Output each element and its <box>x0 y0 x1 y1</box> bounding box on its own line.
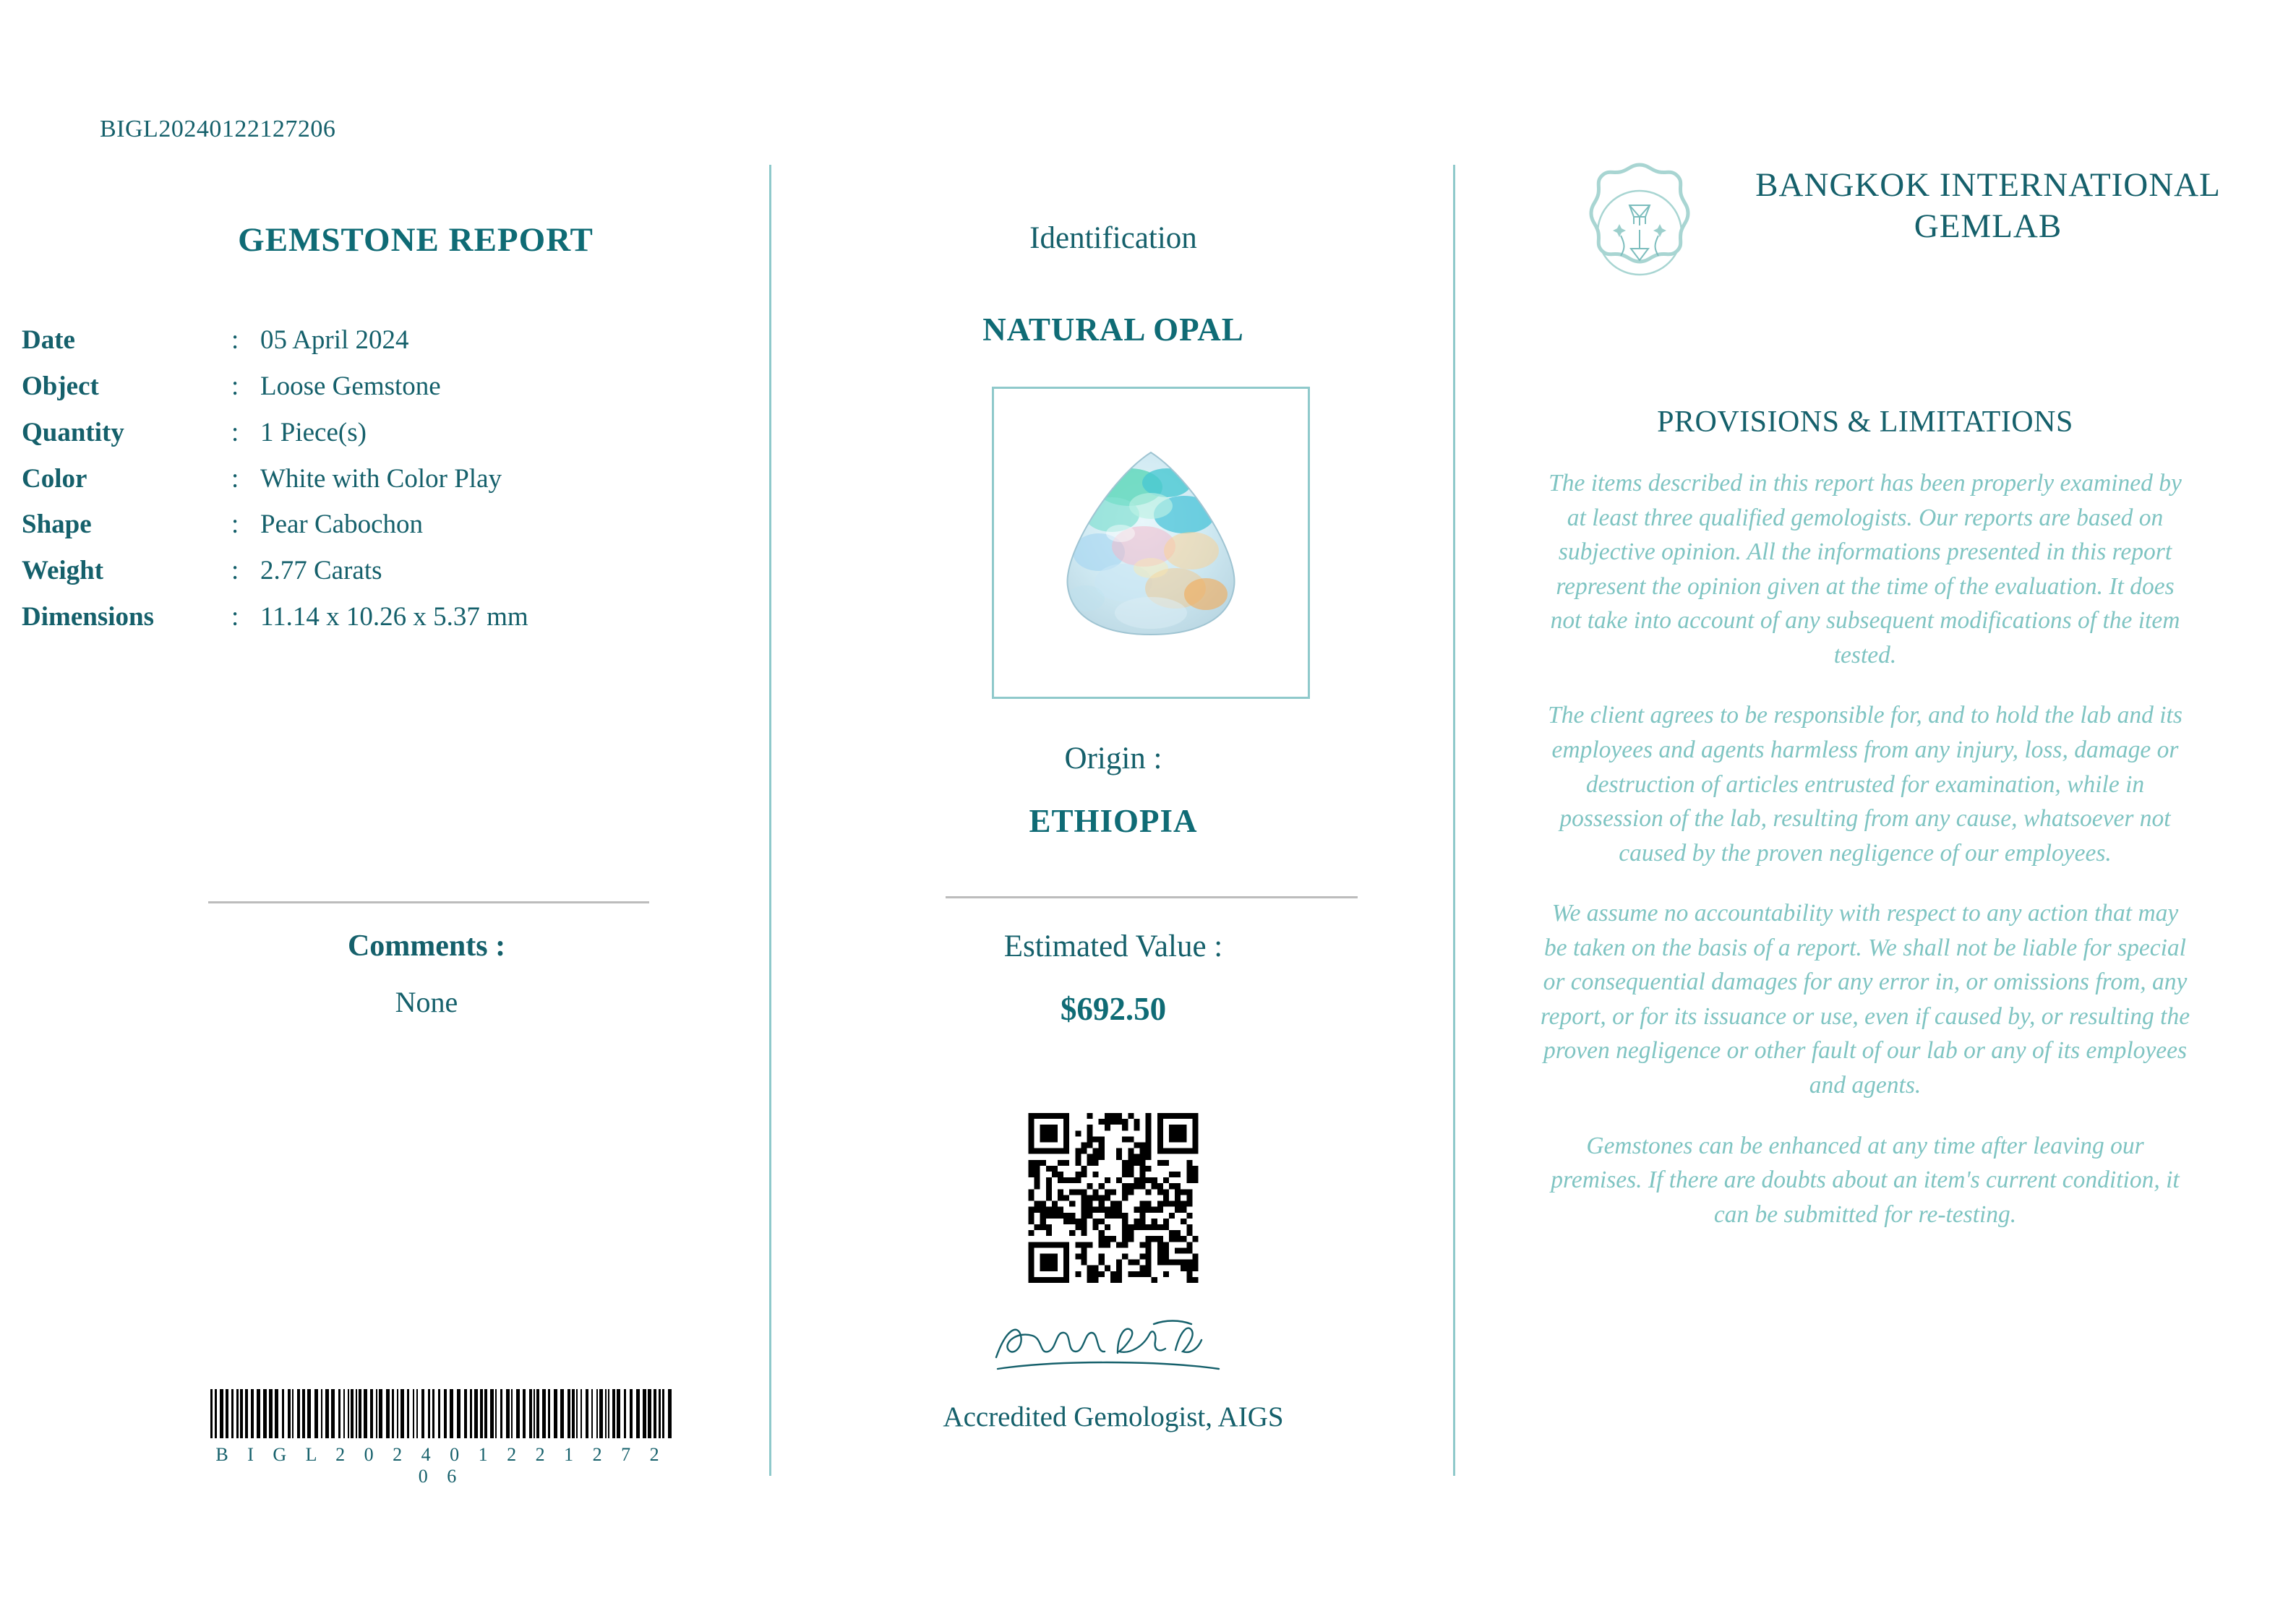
specification-table <box>22 327 658 650</box>
bangkok-gemlab-logo <box>1567 160 1712 305</box>
spec-colon: : <box>231 463 239 494</box>
column-divider-left <box>769 165 771 1476</box>
spec-row <box>22 327 658 373</box>
origin-value: ETHIOPIA <box>1029 803 1198 839</box>
opal-cabochon-photo <box>1042 445 1259 640</box>
spec-label: Color <box>22 463 87 494</box>
left-column <box>80 0 752 1624</box>
barcode-bar <box>668 1389 672 1438</box>
origin-label: Origin : <box>1064 742 1162 776</box>
spec-value: White with Color Play <box>260 463 502 494</box>
spec-label: Shape <box>22 510 92 540</box>
spec-value: Pear Cabochon <box>260 510 424 540</box>
estimated-value-label: Estimated Value : <box>1003 929 1223 963</box>
spec-row <box>22 373 658 419</box>
spec-row <box>22 419 658 465</box>
barcode-bars <box>210 1389 672 1438</box>
gemologist-signature <box>976 1307 1251 1386</box>
lab-name: BANGKOK INTERNATIONAL GEMLAB <box>1755 166 2221 246</box>
spec-row <box>22 603 658 650</box>
gem-image-frame <box>992 387 1310 699</box>
spec-row <box>22 465 658 512</box>
spec-value: Loose Gemstone <box>260 371 441 401</box>
spec-label: Object <box>22 371 99 401</box>
gemologist-caption: Accredited Gemologist, AIGS <box>943 1401 1284 1432</box>
spec-colon: : <box>231 510 239 540</box>
spec-label: Quantity <box>22 417 124 447</box>
spec-value: 2.77 Carats <box>260 556 382 586</box>
provision-paragraph: Gemstones can be enhanced at any time after leaving our premises. If there are doubts about an item's current condition, it can be submitted for re-testing. <box>1551 1132 2180 1228</box>
spec-label: Weight <box>22 556 104 586</box>
report-number: BIGL20240122127206 <box>100 116 336 142</box>
spec-colon: : <box>231 556 239 586</box>
value-divider <box>946 896 1358 898</box>
identification-value: NATURAL OPAL <box>982 312 1244 348</box>
barcode <box>210 1389 672 1487</box>
comments-value: None <box>395 986 458 1018</box>
provision-paragraph: The items described in this report has been properly examined by at least three qualified gemologists. Our reports are based on subjective opinion. All the informations presented in this report represent the opinion given at the time of the evaluation. It does not take into account of any subsequent modifications of the item tested. <box>1548 470 2182 669</box>
provisions-body <box>1540 466 2190 1258</box>
provision-paragraph: We assume no accountability with respect to any action that may be taken on the basis of a report. We shall not be liable for special or consequential damages for any error in, or omissions from, any report, or for its issuance or use, even if caused by, or resulting the proven negligence or other fault of our lab or any of its employees and agents. <box>1540 900 2190 1099</box>
spec-value: 11.14 x 10.26 x 5.37 mm <box>260 602 528 632</box>
barcode-text: B I G L 2 0 2 4 0 1 2 2 1 2 7 2 0 6 <box>215 1444 667 1487</box>
spec-label: Dimensions <box>22 602 154 632</box>
spec-row <box>22 557 658 603</box>
spec-colon: : <box>231 602 239 632</box>
estimated-value-amount: $692.50 <box>1060 991 1167 1027</box>
spec-colon: : <box>231 417 239 447</box>
spec-row <box>22 511 658 557</box>
spec-value: 05 April 2024 <box>260 325 409 355</box>
identification-label: Identification <box>1029 221 1197 255</box>
provisions-title: PROVISIONS & LIMITATIONS <box>1657 405 2073 439</box>
spec-colon: : <box>231 371 239 401</box>
provision-paragraph: The client agrees to be responsible for, and to hold the lab and its employees and agents harmless from any injury, loss, damage or destruction of articles entrusted for examination, while in possession of the lab, resulting from any cause, whatsoever not caused by the proven negligence of our employees. <box>1548 702 2183 867</box>
spec-label: Date <box>22 325 75 355</box>
spec-colon: : <box>231 325 239 355</box>
page-title: GEMSTONE REPORT <box>238 221 594 259</box>
qr-code[interactable] <box>1029 1113 1199 1283</box>
column-divider-right <box>1453 165 1455 1476</box>
comments-label: Comments : <box>347 929 506 963</box>
spec-value: 1 Piece(s) <box>260 417 367 447</box>
comments-divider <box>208 901 649 903</box>
